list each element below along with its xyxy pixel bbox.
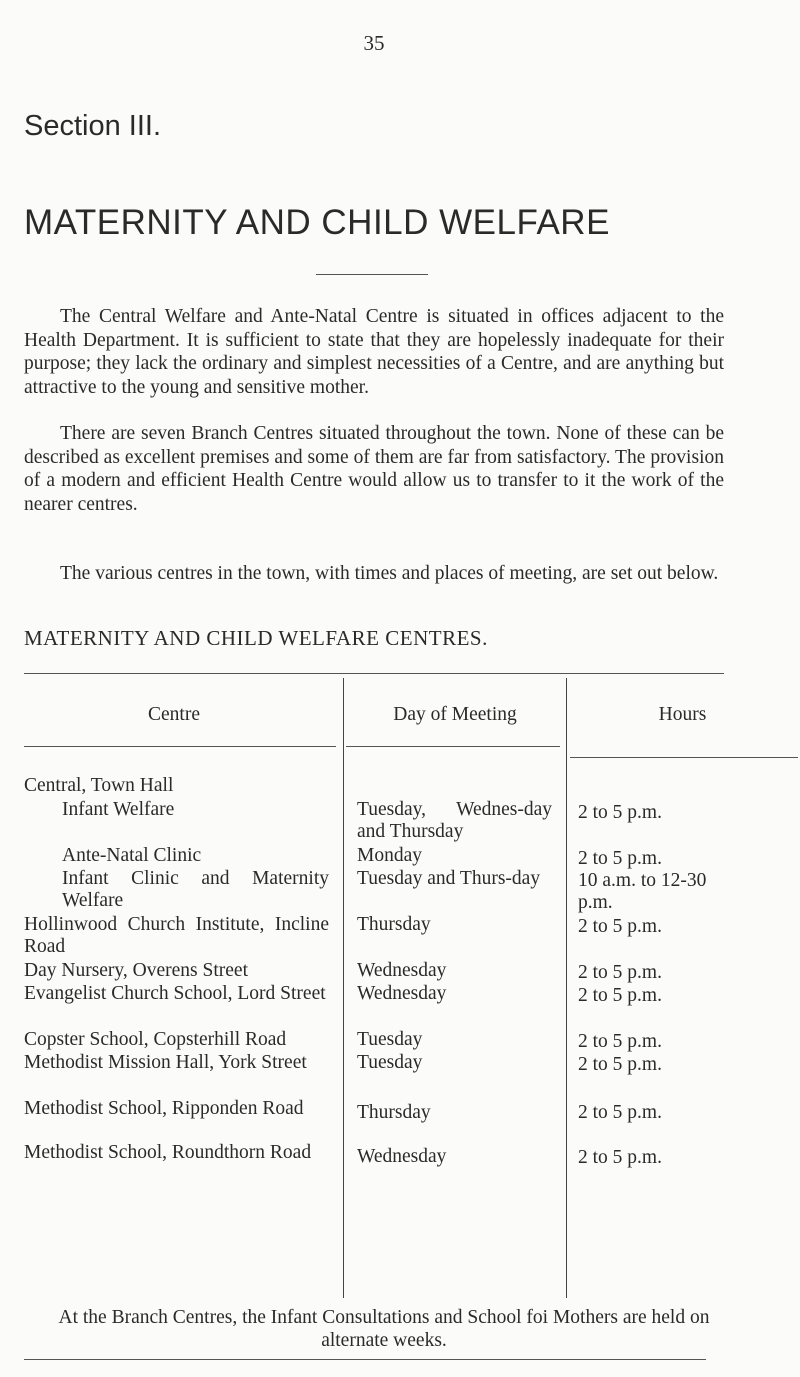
header-underline-centre (24, 746, 336, 747)
centre-cell: Evangelist Church School, Lord Street (24, 983, 326, 1004)
centre-cell: Methodist School, Ripponden Road (24, 1098, 304, 1119)
hours-cell: 2 to 5 p.m. (578, 802, 662, 823)
day-cell: Wednesday (357, 983, 447, 1004)
title-divider (316, 274, 428, 275)
day-cell: Thursday (357, 1102, 431, 1123)
paragraph-2: There are seven Branch Centres situated throughout the town. None of these can be described as excellent premises and some of them are far from satisfactory. The provision of a modern and efficient Health Centre would allow us to transfer to it the work of the nearer centres. (24, 423, 724, 515)
hours-cell: 2 to 5 p.m. (578, 916, 662, 937)
column-divider-2 (566, 678, 567, 1298)
hours-cell: 2 to 5 p.m. (578, 848, 662, 869)
day-cell: Tuesday and Thurs-day (357, 868, 541, 889)
day-cell: Monday (357, 845, 422, 866)
section-title: Section III. (24, 110, 162, 142)
paragraph-3: The various centres in the town, with times and places of meeting, are set out below. (60, 563, 719, 584)
table-heading: MATERNITY AND CHILD WELFARE CENTRES. (24, 626, 488, 650)
table-top-rule (24, 673, 724, 674)
centre-cell: Infant Welfare (62, 799, 175, 820)
day-cell: Tuesday (357, 1029, 423, 1050)
main-title: MATERNITY AND CHILD WELFARE (24, 203, 610, 242)
centre-cell: Methodist Mission Hall, York Street (24, 1052, 307, 1073)
page-number: 35 (363, 31, 385, 55)
column-header-hours: Hours (658, 704, 707, 725)
day-cell: Tuesday, Wednes-day and Thursday (357, 799, 552, 842)
day-cell: Thursday (357, 914, 431, 935)
header-underline-hours (570, 757, 798, 758)
hours-cell: 10 a.m. to 12-30 p.m. (578, 870, 707, 913)
centre-cell: Day Nursery, Overens Street (24, 960, 248, 981)
hours-cell: 2 to 5 p.m. (578, 1147, 662, 1168)
column-divider-1 (343, 678, 344, 1298)
centre-cell: Hollinwood Church Institute, Incline Road (24, 914, 329, 957)
hours-cell: 2 to 5 p.m. (578, 1054, 662, 1075)
day-cell: Wednesday (357, 1146, 447, 1167)
header-underline-day (346, 746, 560, 747)
group-label-central: Central, Town Hall (24, 775, 174, 796)
day-cell: Tuesday (357, 1052, 423, 1073)
centre-cell: Copster School, Copsterhill Road (24, 1029, 287, 1050)
hours-cell: 2 to 5 p.m. (578, 985, 662, 1006)
column-header-day: Day of Meeting (393, 704, 517, 725)
day-cell: Wednesday (357, 960, 447, 981)
centre-cell: Methodist School, Roundthorn Road (24, 1142, 312, 1163)
hours-cell: 2 to 5 p.m. (578, 962, 662, 983)
centre-cell: Ante-Natal Clinic (62, 845, 202, 866)
hours-cell: 2 to 5 p.m. (578, 1031, 662, 1052)
footer-note: At the Branch Centres, the Infant Consultations and School foi Mothers are held on alternate weeks. (58, 1307, 710, 1351)
column-header-centre: Centre (148, 704, 200, 725)
hours-cell: 2 to 5 p.m. (578, 1102, 662, 1123)
paragraph-1: The Central Welfare and Ante-Natal Centre is situated in offices adjacent to the Health Department. It is sufficient to state that they are hopelessly inadequate for their purpose; they lack the ordinary and simplest necessities of a Centre, and are anything but attractive to the young and sensitive mother. (24, 306, 724, 398)
centre-cell: Infant Clinic and Maternity Welfare (62, 868, 329, 911)
footer-rule (24, 1359, 706, 1360)
